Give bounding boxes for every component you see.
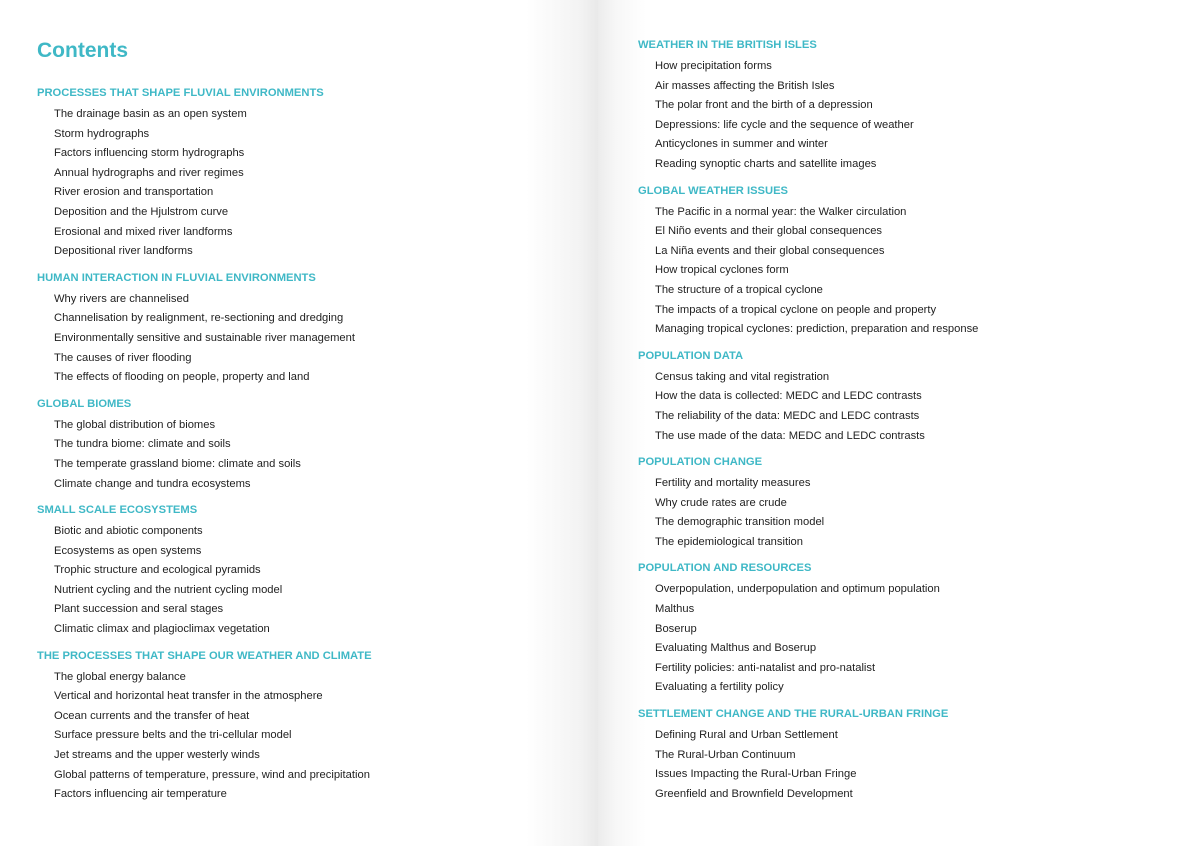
toc-entry[interactable]: Issues Impacting the Rural-Urban Fringe	[655, 768, 857, 781]
toc-entry[interactable]: Fertility policies: anti-natalist and pro-natalist	[655, 661, 876, 674]
toc-entry[interactable]: Ocean currents and the transfer of heat	[54, 709, 250, 722]
toc-entry[interactable]: Biotic and abiotic components	[54, 525, 203, 538]
toc-entry[interactable]: How tropical cyclones form	[655, 264, 789, 277]
toc-entry[interactable]: Depositional river landforms	[54, 245, 193, 258]
toc-item-list	[37, 668, 372, 805]
toc-section-population-and-resources	[638, 560, 978, 698]
toc-entry[interactable]: The tundra biome: climate and soils	[54, 438, 231, 451]
toc-item-list	[37, 290, 372, 388]
toc-entry[interactable]: Depressions: life cycle and the sequence of weather	[655, 118, 914, 131]
toc-entry[interactable]: The causes of river flooding	[54, 351, 192, 364]
toc-section-population-data	[638, 348, 978, 446]
toc-entry[interactable]: La Niña events and their global consequences	[655, 244, 885, 257]
toc-item-list	[638, 726, 978, 804]
toc-entry[interactable]: Anticyclones in summer and winter	[655, 138, 828, 151]
toc-section-population-change	[638, 454, 978, 552]
toc-entry[interactable]: River erosion and transportation	[54, 186, 214, 199]
toc-entry[interactable]: Deposition and the Hjulstrom curve	[54, 205, 229, 218]
toc-entry[interactable]: Climatic climax and plagioclimax vegetation	[54, 623, 270, 636]
right-contents-column	[638, 37, 978, 804]
toc-entry[interactable]: How precipitation forms	[655, 60, 772, 72]
page-title: Contents	[37, 39, 128, 62]
toc-item-list	[638, 580, 978, 698]
section-heading[interactable]: POPULATION DATA	[638, 349, 744, 362]
section-heading[interactable]: SETTLEMENT CHANGE AND THE RURAL-URBAN FRINGE	[638, 708, 949, 721]
toc-entry[interactable]: Factors influencing storm hydrographs	[54, 147, 245, 160]
toc-item-list	[638, 368, 978, 446]
toc-entry[interactable]: Managing tropical cyclones: prediction, preparation and response	[655, 323, 979, 336]
section-heading[interactable]: THE PROCESSES THAT SHAPE OUR WEATHER AND CLIMATE	[37, 649, 372, 662]
toc-section-the-processes-that-shape-our-weather-and-climate	[37, 648, 372, 805]
toc-entry[interactable]: Air masses affecting the British Isles	[655, 79, 835, 92]
toc-entry[interactable]: The Pacific in a normal year: the Walker circulation	[655, 205, 907, 218]
left-contents-column	[37, 85, 372, 805]
toc-entry[interactable]: The Rural-Urban Continuum	[655, 748, 796, 761]
toc-entry[interactable]: Surface pressure belts and the tri-cellular model	[54, 729, 292, 742]
toc-section-processes-that-shape-fluvial-environments	[37, 85, 372, 262]
toc-item-list	[638, 203, 978, 340]
toc-entry[interactable]: Boserup	[655, 622, 697, 635]
toc-section-small-scale-ecosystems	[37, 502, 372, 640]
toc-entry[interactable]: The global distribution of biomes	[54, 418, 216, 431]
toc-entry[interactable]: The epidemiological transition	[655, 535, 804, 548]
section-heading[interactable]: POPULATION AND RESOURCES	[638, 562, 812, 575]
toc-entry[interactable]: The impacts of a tropical cyclone on people and property	[655, 303, 937, 316]
toc-item-list	[638, 474, 978, 552]
toc-entry[interactable]: Reading synoptic charts and satellite images	[655, 157, 877, 170]
toc-entry[interactable]: How the data is collected: MEDC and LEDC contrasts	[655, 390, 922, 403]
toc-item-list	[37, 105, 372, 262]
toc-item-list	[37, 522, 372, 640]
section-heading[interactable]: GLOBAL BIOMES	[37, 397, 132, 410]
section-heading[interactable]: SMALL SCALE ECOSYSTEMS	[37, 504, 198, 517]
toc-entry[interactable]: The structure of a tropical cyclone	[655, 283, 823, 296]
toc-entry[interactable]: Plant succession and seral stages	[54, 603, 224, 616]
toc-entry[interactable]: Why rivers are channelised	[54, 292, 189, 305]
toc-entry[interactable]: Vertical and horizontal heat transfer in the atmosphere	[54, 690, 323, 703]
toc-entry[interactable]: The use made of the data: MEDC and LEDC contrasts	[655, 429, 925, 442]
section-heading[interactable]: HUMAN INTERACTION IN FLUVIAL ENVIRONMENTS	[37, 271, 316, 284]
toc-entry[interactable]: Trophic structure and ecological pyramids	[54, 564, 261, 577]
toc-section-weather-in-the-british-isles	[638, 37, 978, 175]
section-heading[interactable]: POPULATION CHANGE	[638, 456, 763, 469]
toc-entry[interactable]: The drainage basin as an open system	[54, 108, 247, 120]
toc-entry[interactable]: Factors influencing air temperature	[54, 788, 227, 801]
toc-entry[interactable]: Why crude rates are crude	[655, 496, 787, 509]
toc-item-list	[37, 416, 372, 494]
toc-entry[interactable]: Fertility and mortality measures	[655, 477, 811, 490]
toc-entry[interactable]: Overpopulation, underpopulation and optimum population	[655, 583, 940, 596]
toc-entry[interactable]: Ecosystems as open systems	[54, 544, 202, 557]
toc-entry[interactable]: Jet streams and the upper westerly winds	[54, 749, 260, 762]
section-heading[interactable]: GLOBAL WEATHER ISSUES	[638, 184, 789, 197]
toc-entry[interactable]: Global patterns of temperature, pressure, wind and precipitation	[54, 768, 370, 781]
toc-entry[interactable]: Nutrient cycling and the nutrient cycling model	[54, 583, 283, 596]
toc-entry[interactable]: Channelisation by realignment, re-sectioning and dredging	[54, 312, 344, 325]
toc-entry[interactable]: The effects of flooding on people, property and land	[54, 371, 310, 384]
toc-section-human-interaction-in-fluvial-environments	[37, 270, 372, 388]
toc-entry[interactable]: Erosional and mixed river landforms	[54, 225, 233, 238]
toc-section-settlement-change-and-the-rural-urban-fringe	[638, 706, 978, 804]
toc-entry[interactable]: Annual hydrographs and river regimes	[54, 166, 244, 179]
toc-section-global-weather-issues	[638, 183, 978, 340]
toc-entry[interactable]: Malthus	[655, 603, 695, 616]
toc-entry[interactable]: Defining Rural and Urban Settlement	[655, 729, 838, 742]
section-heading[interactable]: PROCESSES THAT SHAPE FLUVIAL ENVIRONMENTS	[37, 87, 324, 99]
left-page	[0, 0, 598, 846]
toc-entry[interactable]: The temperate grassland biome: climate and soils	[54, 457, 301, 470]
toc-entry[interactable]: The global energy balance	[54, 670, 186, 683]
toc-section-global-biomes	[37, 396, 372, 494]
toc-entry[interactable]: Climate change and tundra ecosystems	[54, 477, 251, 490]
toc-entry[interactable]: The reliability of the data: MEDC and LEDC contrasts	[655, 409, 920, 422]
toc-entry[interactable]: Evaluating Malthus and Boserup	[655, 642, 817, 655]
toc-entry[interactable]: The demographic transition model	[655, 516, 825, 529]
toc-entry[interactable]: Storm hydrographs	[54, 127, 150, 140]
toc-entry[interactable]: Environmentally sensitive and sustainable river management	[54, 331, 355, 344]
toc-entry[interactable]: Greenfield and Brownfield Development	[655, 787, 853, 800]
toc-entry[interactable]: Census taking and vital registration	[655, 370, 830, 383]
toc-item-list	[638, 57, 978, 175]
toc-entry[interactable]: Evaluating a fertility policy	[655, 681, 784, 694]
toc-entry[interactable]: El Niño events and their global consequences	[655, 225, 883, 238]
toc-entry[interactable]: The polar front and the birth of a depression	[655, 99, 873, 112]
section-heading[interactable]: WEATHER IN THE BRITISH ISLES	[638, 39, 817, 51]
